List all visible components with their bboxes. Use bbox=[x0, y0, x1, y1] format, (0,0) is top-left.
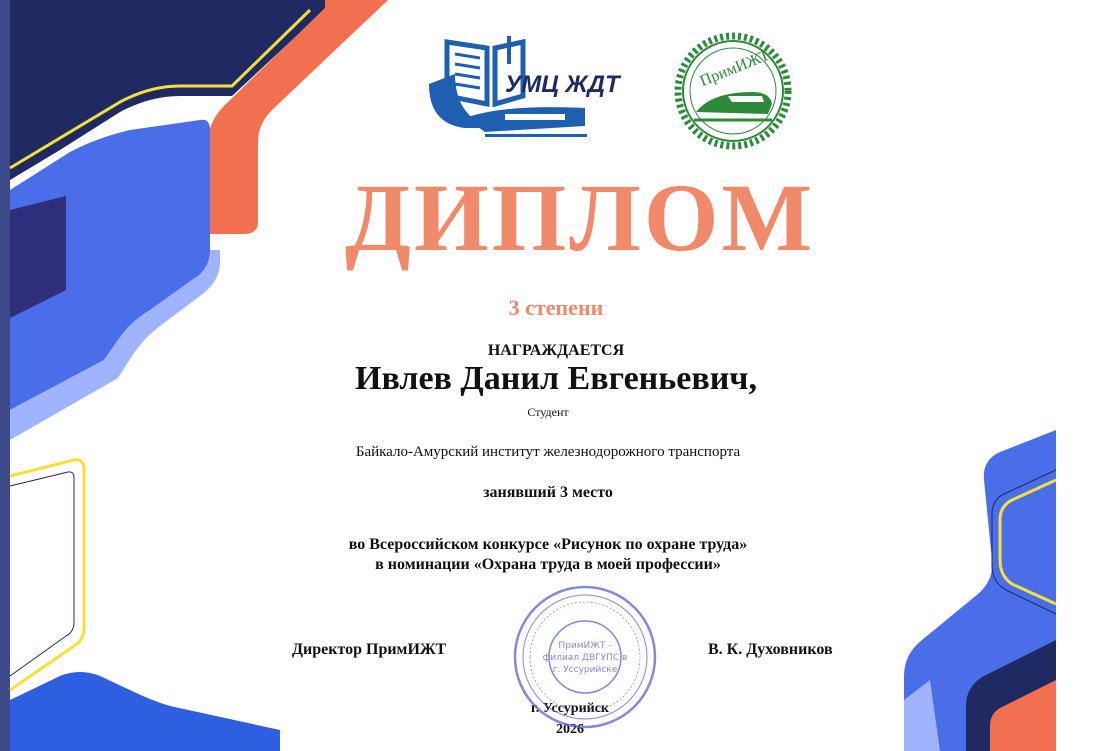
primizht-logo-text: ПримИЖТ bbox=[697, 46, 773, 91]
awarded-label: НАГРАЖДАЕТСЯ bbox=[487, 342, 625, 359]
official-stamp bbox=[510, 582, 660, 732]
diploma-degree: 3 степени bbox=[508, 295, 604, 320]
stamp-line-2: филиал ДВГУПС в bbox=[542, 653, 628, 663]
signatory-title: Директор ПримИЖТ bbox=[292, 641, 447, 658]
recipient-role: Студент bbox=[527, 405, 569, 419]
stamp-line-3: г. Уссурийске bbox=[552, 665, 618, 675]
contest-line-2: в номинации «Охрана труда в моей профессии» bbox=[375, 556, 721, 573]
signatory-name: В. К. Духовников bbox=[708, 641, 833, 658]
contest-line-1: во Всероссийском конкурсе «Рисунок по охране труда» bbox=[348, 536, 748, 553]
place-text: занявший 3 место bbox=[483, 484, 613, 501]
city: г. Уссурийск bbox=[531, 701, 609, 716]
umc-zhdt-logo bbox=[425, 34, 620, 142]
stamp-line-1: ПримИЖТ - bbox=[558, 641, 612, 651]
diploma-title: ДИПЛОМ bbox=[344, 164, 816, 271]
primizht-logo bbox=[672, 30, 794, 152]
year: 2026 bbox=[556, 722, 584, 737]
umc-logo-text: УМЦ ЖДТ bbox=[505, 71, 620, 98]
recipient-name: Ивлев Данил Евгеньевич, bbox=[355, 360, 757, 397]
institution-name: Байкало-Амурский институт железнодорожного транспорта bbox=[355, 444, 741, 460]
